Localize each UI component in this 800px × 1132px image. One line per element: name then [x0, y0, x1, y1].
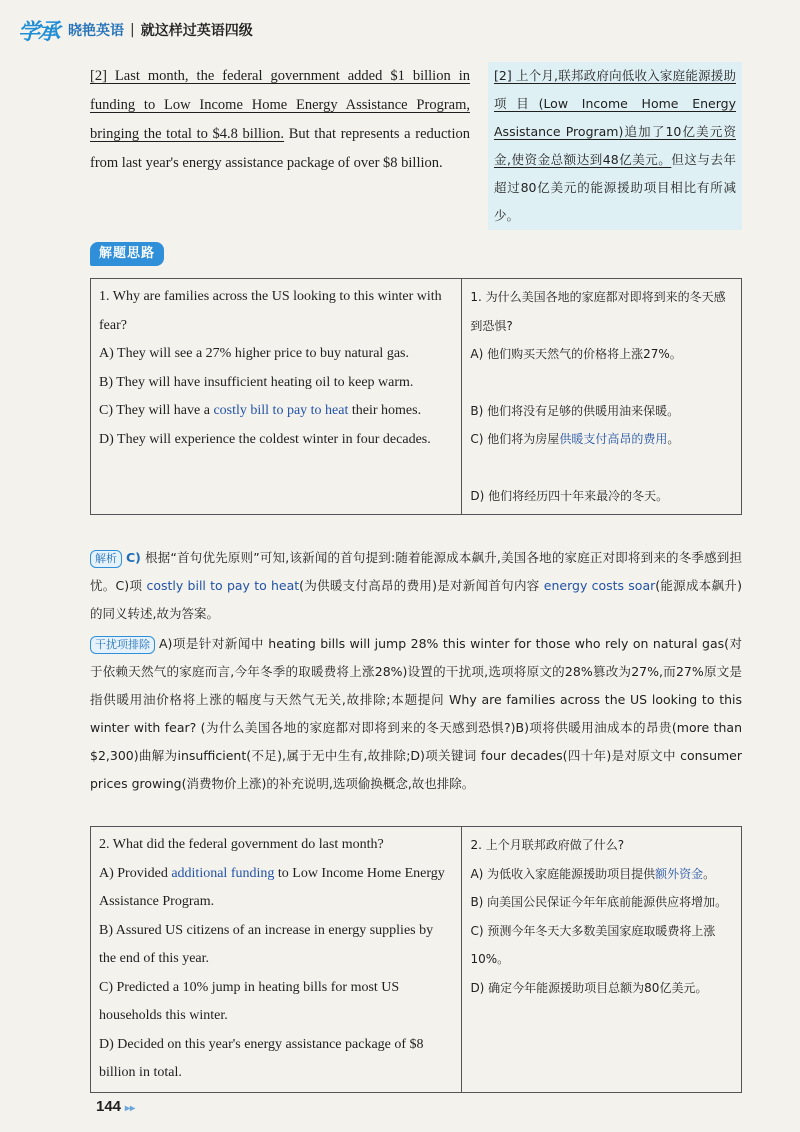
- publisher-logo: [18, 15, 124, 46]
- passage-chinese-rest: 但这与去年超过80亿美元的能源援助项目相比有所减少。: [494, 152, 736, 223]
- brand-name: 晓艳英语: [68, 23, 125, 39]
- question-1-english: [91, 279, 462, 515]
- q1-option-c-cn-pre: C) 他们将为房屋: [470, 432, 560, 446]
- passage-english-rest: But that represents a reduction from last year's energy assistance package of over $8 billion.: [90, 126, 470, 171]
- q1-option-c-en-keyword: costly bill to pay to heat: [213, 403, 349, 418]
- analysis-text-2: (为供暖支付高昂的费用)是对新闻首句内容: [299, 578, 544, 593]
- question-1-table: [90, 278, 742, 515]
- section-tag-solution-approach: 解题思路: [90, 242, 164, 266]
- q1-option-c-en-post: their homes.: [348, 403, 422, 418]
- q1-option-d-cn: D) 他们将经历四十年来最冷的冬天。: [470, 488, 669, 503]
- passage-chinese-underlined: [2] 上个月,联邦政府向低收入家庭能源援助项目(Low Income Home Energy Assistance Program)追加了10亿美元资金,使资金总额达到48亿美元。: [494, 68, 736, 167]
- passage-english: [90, 62, 470, 178]
- book-subtitle: 就这样过英语四级: [140, 23, 253, 39]
- question-2-table: [90, 826, 742, 1093]
- analysis-keyword-2: energy costs soar: [543, 578, 656, 593]
- q2-option-a-cn-post: 。: [703, 866, 716, 881]
- q2-option-a-en-keyword: additional funding: [171, 865, 275, 881]
- question-2-stem-cn: 2. 上个月联邦政府做了什么?: [470, 838, 625, 852]
- question-1-chinese: [462, 279, 742, 515]
- q1-option-a-cn: A) 他们购买天然气的价格将上涨27%。: [470, 347, 682, 361]
- q1-option-c-cn: [470, 425, 733, 454]
- q2-option-a-cn-pre: A) 为低收入家庭能源援助项目提供: [470, 866, 656, 881]
- q1-option-a-en: A) They will see a 27% higher price to buy natural gas.: [99, 346, 409, 361]
- q1-option-c-cn-post: 。: [667, 432, 680, 446]
- analysis-answer: C): [126, 550, 141, 565]
- distractor-badge: 干扰项排除: [90, 636, 155, 654]
- distractor-elimination-1: [90, 630, 742, 798]
- analysis-text-3: (能源成本飙升)的同义转述,故为答案。: [90, 578, 742, 621]
- q2-option-a-en-pre: A) Provided: [99, 865, 172, 881]
- question-2-english: [91, 827, 462, 1093]
- page-number-mark: ▸▸: [125, 1103, 136, 1114]
- q2-option-c-cn: C) 预测今年冬天大多数美国家庭取暖费将上涨10%。: [470, 923, 716, 966]
- q2-option-a-cn-keyword: 额外资金: [655, 866, 704, 881]
- question-2-chinese: [462, 827, 742, 1093]
- q2-option-a-en-post: to Low Income Home Energy Assistance Program.: [99, 865, 445, 909]
- q2-option-c-en: C) Predicted a 10% jump in heating bills for most US households this winter.: [99, 979, 400, 1023]
- q2-option-b-cn: B) 向美国公民保证今年年底前能源供应将增加。: [470, 895, 728, 909]
- page-number: [96, 1098, 135, 1115]
- header-separator: |: [130, 22, 135, 38]
- logo-mark: 学承: [18, 19, 59, 45]
- page-number-value: 144: [96, 1098, 122, 1115]
- passage-chinese: [488, 62, 742, 230]
- table-row: [91, 827, 742, 1093]
- question-1-stem-en: 1. Why are families across the US looking to this winter with fear?: [99, 289, 442, 333]
- analysis-keyword-1: costly bill to pay to heat: [146, 578, 300, 593]
- q2-option-b-en: B) Assured US citizens of an increase in energy supplies by the end of this year.: [99, 922, 434, 966]
- q2-option-a-cn: [470, 860, 733, 889]
- analysis-badge: 解析: [90, 550, 122, 568]
- question-1-stem-cn: 1. 为什么美国各地的家庭都对即将到来的冬天感到恐惧?: [470, 290, 726, 333]
- q2-option-d-en: D) Decided on this year's energy assistance package of $8 billion in total.: [99, 1036, 424, 1080]
- table-row: [91, 279, 742, 515]
- q1-option-b-en: B) They will have insufficient heating oil to keep warm.: [99, 374, 414, 390]
- q1-option-c-en: [99, 397, 453, 426]
- q1-option-c-cn-keyword: 供暖支付高昂的费用: [559, 432, 668, 446]
- q2-option-a-en: [99, 860, 453, 917]
- q1-option-b-cn: B) 他们将没有足够的供暖用油来保暖。: [470, 403, 680, 418]
- analysis-text-1: 根据“首句优先原则”可知,该新闻的首句提到:随着能源成本飙升,美国各地的家庭正对即将到来的冬季感到担忧。C)项: [90, 550, 742, 593]
- question-2-stem-en: 2. What did the federal government do last month?: [99, 837, 384, 852]
- passage-english-underlined: [2] Last month, the federal government added $1 billion in funding to Low Income Home Energy Assistance Program, bringing the total to $4.8 billion.: [90, 68, 470, 142]
- q1-option-c-en-pre: C) They will have a: [99, 403, 214, 418]
- distractor-text: A)项是针对新闻中 heating bills will jump 28% this winter for those who rely on natural gas(对于依赖天然气的家庭而言,今年冬季的取暖费将上涨28%)设置的干扰项,选项将原文的28%篡改为27%,而27%原文是指供暖用油价格将上涨的幅度与天然气无关,故排除;本题提问 Why are families across the US looking to this winter with fear? (为什么美国各地的家庭都对即将到来的冬天感到恐惧?)B)项将供暖用油成本的昂贵(more than $2,300)曲解为insufficient(不足),属于无中生有,故排除;D)项关键词 four decades(四十年)是对原文中 consumer prices growing(消费物价上涨)的补充说明,选项偷换概念,故也排除。: [90, 636, 742, 791]
- q1-option-d-en: D) They will experience the coldest winter in four decades.: [99, 431, 431, 447]
- q2-option-d-cn: D) 确定今年能源援助项目总额为80亿美元。: [470, 980, 708, 995]
- page-header: [18, 10, 788, 50]
- analysis-1: [90, 544, 742, 628]
